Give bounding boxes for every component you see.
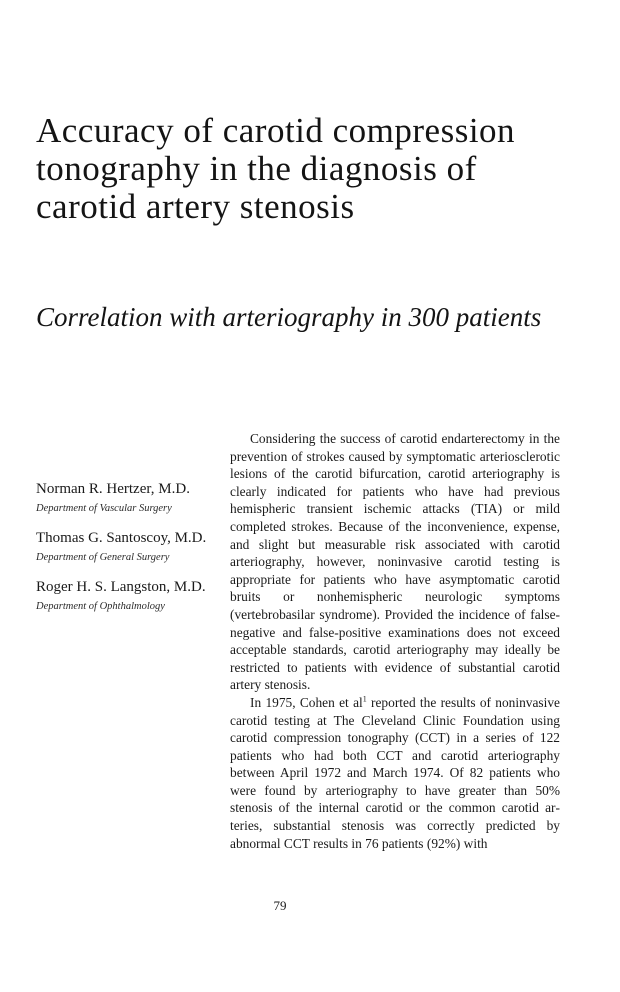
body-paragraph	[230, 694, 560, 852]
author-name: Norman R. Hertzer, M.D.	[36, 481, 190, 497]
article-subtitle: Correlation with arteriography in 300 patients	[36, 302, 542, 332]
author-entry	[36, 480, 236, 516]
author-department: Department of Ophthalmology	[36, 601, 165, 612]
author-entry	[36, 529, 236, 565]
article-title: Accuracy of carotid compression tonography in the diagnosis of carotid artery stenosis	[36, 111, 516, 226]
article-body	[230, 430, 560, 852]
author-department: Department of Vascular Surgery	[36, 503, 172, 514]
paragraph-text: In 1975, Cohen et al	[250, 694, 363, 710]
author-name: Roger H. S. Langston, M.D.	[36, 579, 206, 595]
author-department: Department of General Surgery	[36, 552, 170, 563]
author-name: Thomas G. Santoscoy, M.D.	[36, 530, 207, 546]
author-list	[36, 480, 236, 627]
page-number: 79	[273, 898, 287, 913]
author-entry	[36, 578, 236, 614]
reference-superscript: 1	[362, 694, 367, 704]
body-paragraph: Considering the success of carotid endarterectomy in the prevention of strokes caused by symptomatic arteriosclerotic lesions of the carotid bifurcation, carotid arteriography is clearly indicated for patients who have had previous hemispheric transient ischemic attacks (TIA) or mild completed strokes. Because of the inconvenience, expense, and slight but measurable risk associated with carotid arteriography, however, noninvasive carotid testing is appropriate for patients who have asymptomatic carotid bruits or nonhemispheric neurologic symptoms (vertebrobasilar syndrome). Provided the incidence of false-negative and false-positive examinations does not exceed acceptable standards, carotid arteriography may ideally be restricted to patients with evidence of substantial carotid artery stenosis.	[230, 431, 560, 693]
paragraph-text: reported the results of noninvasive carotid testing at The Cleveland Clinic Foundation using carotid compression tonography (CCT) in a series of 122 patients who had both CCT and carotid arteriography between April 1972 and March 1974. Of 82 patients who were found by arteriography to have greater than 50% stenosis of the internal carotid or the common carotid arteries, substantial stenosis was correctly predicted by abnormal CCT results in 76 patients (92%) with	[230, 694, 560, 851]
